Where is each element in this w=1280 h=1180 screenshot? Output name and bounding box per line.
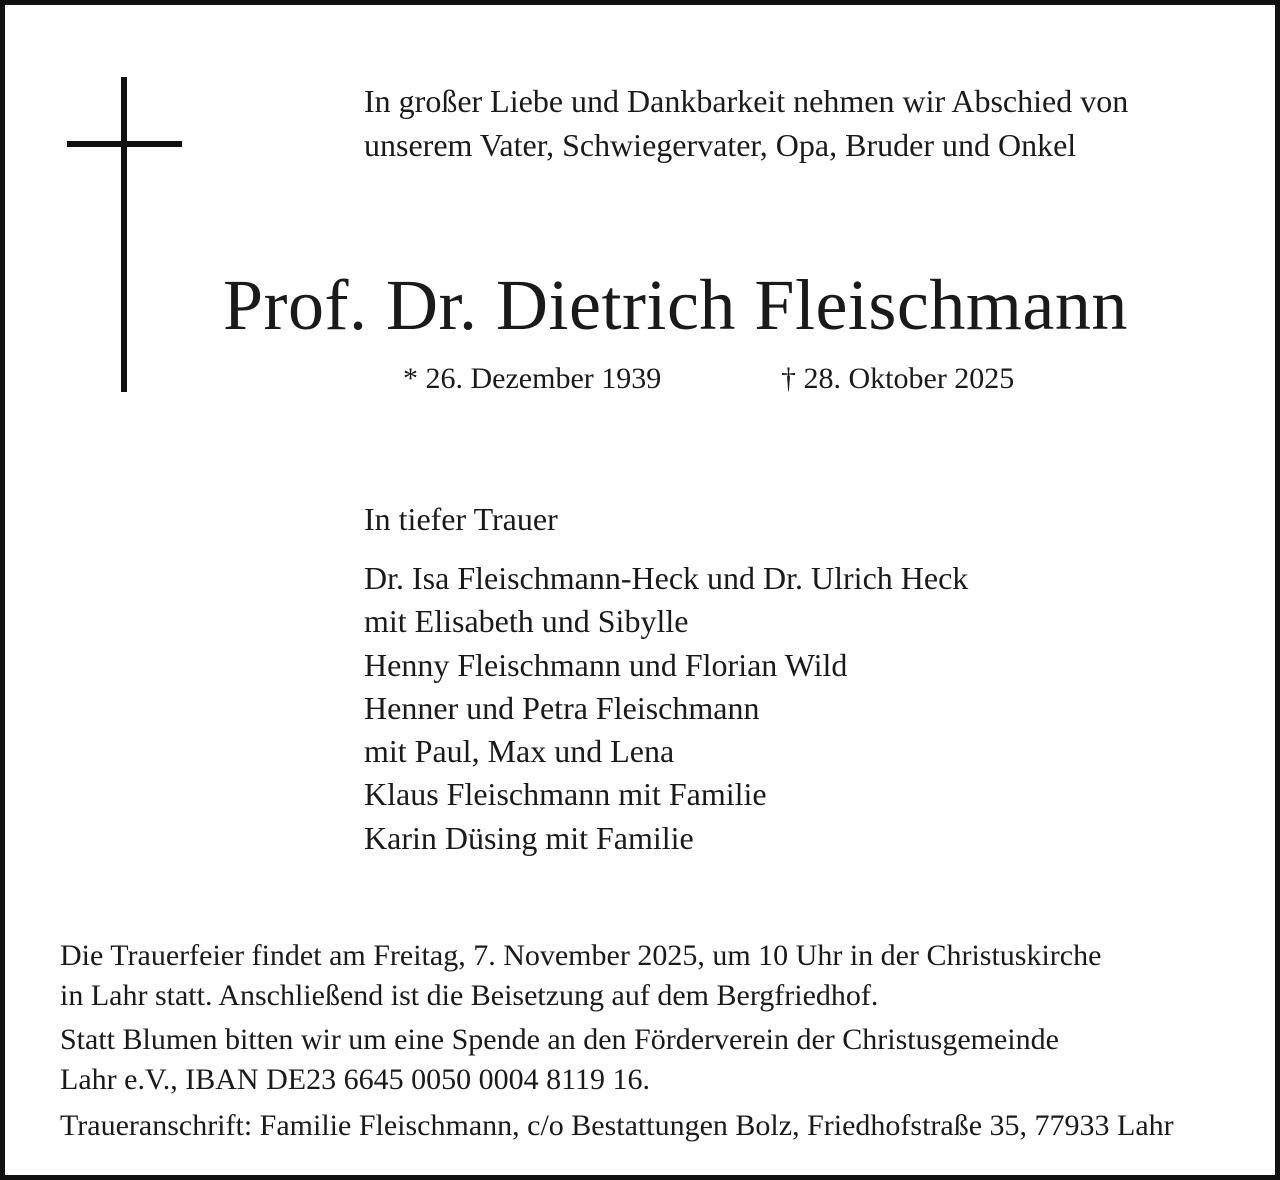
mourner-line: Henny Fleischmann und Florian Wild [364, 646, 848, 683]
ceremony-line: in Lahr statt. Anschließend ist die Beisetzung auf dem Bergfriedhof. [60, 979, 879, 1012]
deceased-name: Prof. Dr. Dietrich Fleischmann [223, 265, 1128, 345]
mourner-line: mit Paul, Max und Lena [364, 733, 675, 770]
donation-line: Statt Blumen bitten wir um eine Spende an den Förderverein der Christusgemeinde [60, 1023, 1059, 1056]
mourner-line: Karin Düsing mit Familie [364, 819, 694, 856]
intro-text [364, 79, 1264, 167]
mourner-line: mit Elisabeth und Sibylle [364, 603, 689, 640]
mourner-line: Dr. Isa Fleischmann-Heck und Dr. Ulrich Heck [364, 560, 969, 596]
mourner-line: Henner und Petra Fleischmann [364, 689, 760, 726]
intro-line: unserem Vater, Schwiegervater, Opa, Bruder und Onkel [364, 127, 1077, 163]
death-date: † 28. Oktober 2025 [781, 362, 1015, 395]
address-line: Traueranschrift: Familie Fleischmann, c/o Bestattungen Bolz, Friedhofstraße 35, 77933 Lahr [60, 1109, 1174, 1142]
cross-horizontal-bar [67, 141, 182, 147]
birth-date: * 26. Dezember 1939 [403, 362, 662, 395]
donation-line: Lahr e.V., IBAN DE23 6645 0050 0004 8119 16. [60, 1063, 650, 1096]
mourning-label: In tiefer Trauer [364, 501, 558, 537]
mourner-line: Klaus Fleischmann mit Familie [364, 776, 767, 813]
ceremony-line: Die Trauerfeier findet am Freitag, 7. November 2025, um 10 Uhr in der Christuskirche [60, 939, 1102, 972]
mourners-list [364, 557, 968, 860]
intro-line: In großer Liebe und Dankbarkeit nehmen wir Abschied von [364, 83, 1129, 119]
footer-info [60, 936, 1260, 1146]
cross-vertical-bar [121, 77, 127, 392]
